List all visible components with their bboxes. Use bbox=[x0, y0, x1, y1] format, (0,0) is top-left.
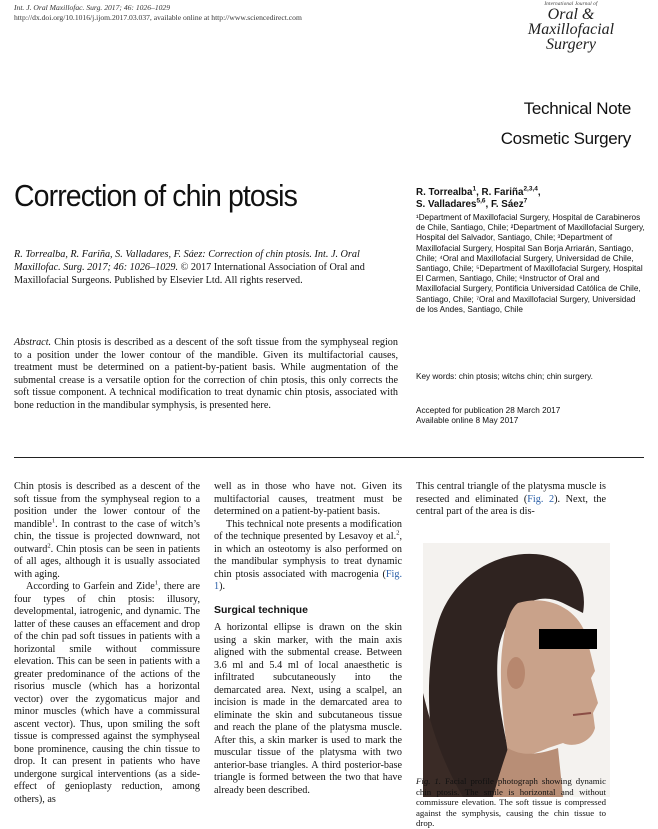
caption-label: Fig. 1. bbox=[416, 776, 441, 786]
author-2-sup: 2,3,4 bbox=[523, 185, 538, 193]
figure-1-caption bbox=[416, 776, 606, 829]
author-3-sup: 5,6 bbox=[476, 197, 486, 205]
paragraph: Chin ptosis is described as a descent of the soft tissue from the symphyseal region to a position under the lower contour of the mandible$^1$. In contrast to the case of witch’s chin, the tissue is projected downward, not outward$^2$. Chin ptosis can be seen in patients of all ages, although it is usually associated with aging. bbox=[14, 481, 200, 580]
article-type: Technical Note bbox=[523, 99, 631, 118]
doi-line[interactable]: http://dx.doi.org/10.1016/j.ijom.2017.03.037, available online at http://www.sciencedirect.com bbox=[14, 13, 302, 22]
accepted-date: Accepted for publication 28 March 2017 bbox=[416, 406, 561, 415]
body-column-3 bbox=[416, 481, 606, 519]
author-list: R. Torrealba$^1$, R. Fariña$^{2,3,4}$, S. Valladares$^{5,6}$, F. Sáez$^7$ bbox=[416, 185, 541, 210]
figure-1-photo bbox=[423, 543, 610, 797]
affiliations: ¹Department of Maxillofacial Surgery, Hospital de Carabineros de Chile, Santiago, Chile; ²Department of Maxillofacial Surgery, Hospital del Salvador, Santiago, Chile; ³Department of Maxillofacial Surgery, Hospital San Borja Arriarán, Santiago, Chile; ⁴Oral and Maxillofacial Surgery, Universidad de Chile, Santiago, Chile; ⁵Department of Maxillofacial Surgery, Hospital El Carmen, Santiago, Chile; ⁶Instructor of Oral and Maxillofacial Surgery, Pontificia Universidad Católica de Chile, Santiago, Chile; ⁷Oral and Maxillofacial Surgery, Universidad de los Andes, Santiago, Chile bbox=[416, 213, 645, 314]
abstract bbox=[14, 337, 398, 413]
keywords: Key words: chin ptosis; witchs chin; chin surgery. bbox=[416, 372, 593, 381]
article-title: Correction of chin ptosis bbox=[14, 178, 297, 213]
section-divider bbox=[14, 457, 644, 458]
paragraph: A horizontal ellipse is drawn on the skin using a skin marker, with the main axis aligned with the submental crease. Between 3.6 ml and 5.4 ml of local anaesthetic is infiltrated subcutaneously into the demarcated area. Next, using a scalpel, an incision is made in the demarcated area to eliminate the skin and subcutaneous tissue and reach the plane of the platysma muscle. After this, a skin marker is used to mark the muscular tissue of the platysma with two anterior-base triangles. A third posterior-base triangle is formed between the two that have already been described. bbox=[214, 622, 402, 796]
journal-logo-line3: Surgery bbox=[545, 36, 597, 53]
author-3: S. Valladares bbox=[416, 199, 477, 210]
author-1-sup: 1 bbox=[472, 185, 477, 193]
online-date: Available online 8 May 2017 bbox=[416, 416, 519, 426]
section-heading: Surgical technique bbox=[214, 603, 308, 616]
citation-italic: R. Torrealba, R. Fariña, S. Valladares, F. Sáez: Correction of chin ptosis. Int. J. Oral Maxillofac. Surg. 2017; 46: 1026–1029. bbox=[14, 249, 360, 273]
journal-logo-line2: Maxillofacial bbox=[527, 21, 615, 38]
article-dates bbox=[416, 406, 646, 426]
citation-rest: © 2017 International Association of Oral and Maxillofacial Surgeons. Published by Elsevier Ltd. All rights reserved. bbox=[14, 262, 365, 286]
author-4: , F. Sáez bbox=[485, 199, 524, 210]
journal-logo-line1: Oral & bbox=[547, 6, 595, 23]
fig1-link[interactable]: Fig. 1 bbox=[214, 568, 402, 592]
caption-text: Facial profile photograph showing dynamic chin ptosis. The smile is horizontal and without commissure elevation. The soft tissue is compressed against the symphysis, causing the chin tissue to drop. bbox=[416, 776, 606, 829]
fig2-link[interactable]: Fig. 2 bbox=[527, 493, 555, 505]
article-citation bbox=[14, 248, 398, 287]
paragraph: well as in those who have not. Given its multifactorial causes, treatment must be determined on a patient-by-patient basis. bbox=[214, 481, 402, 517]
body-column-2 bbox=[214, 481, 402, 797]
paragraph: This central triangle of the platysma muscle is resected and eliminated (Fig. 2). Next, the central part of the area is dis- bbox=[416, 481, 606, 517]
paragraph: This technical note presents a modification of the technique presented by Lesavoy et al.$^2$, in which an osteotomy is also performed on the mandibular symphysis to treat dynamic chin ptosis associated with macrogenia (Fig. 1). bbox=[214, 518, 402, 592]
abstract-label: Abstract. bbox=[14, 337, 52, 348]
article-category: Cosmetic Surgery bbox=[500, 129, 631, 148]
profile-photo-illustration bbox=[423, 543, 610, 797]
author-4-sup: 7 bbox=[523, 197, 528, 205]
journal-citation: Int. J. Oral Maxillofac. Surg. 2017; 46: 1026–1029 bbox=[14, 3, 171, 12]
journal-logo bbox=[496, 2, 646, 52]
author-1: R. Torrealba bbox=[416, 187, 473, 198]
paragraph: According to Garfein and Zide$^1$, there are four types of chin ptosis: illusory, developmental, iatrogenic, and dynamic. The latter of these causes an effacement and drop of the chin pad soft tissues in patients with a horizontal smile without commissure elevation. This can be seen in patients with a greater predominance of the actions of the risorius muscle (which has a horizontal vector) over the zygomaticus major and minor muscles (which have a commissural ascent vector). Thus, upon smiling the soft tissue is compressed against the symphyseal bone prominence, causing the chin tissue to drop. It can present in patients who have undergone surgical interventions (as a side-effect of genioplasty reduction, among others), as bbox=[14, 579, 200, 805]
abstract-text: Chin ptosis is described as a descent of the soft tissue from the symphyseal region to a position under the lower contour of the mandible. Given its multifactorial causes, treatment must be determined on a patient-by-patient basis. While augmentation of the submental crease is a versatile option for the correction of chin ptosis, this only corrects the soft tissue component. A technical modification to treat dynamic chin ptosis, associated with bone reduction in the mandibular symphysis, is presented here. bbox=[14, 337, 398, 411]
journal-logo-small: International Journal of bbox=[544, 2, 598, 7]
body-column-1 bbox=[14, 481, 200, 806]
author-2: , R. Fariña bbox=[476, 187, 524, 198]
